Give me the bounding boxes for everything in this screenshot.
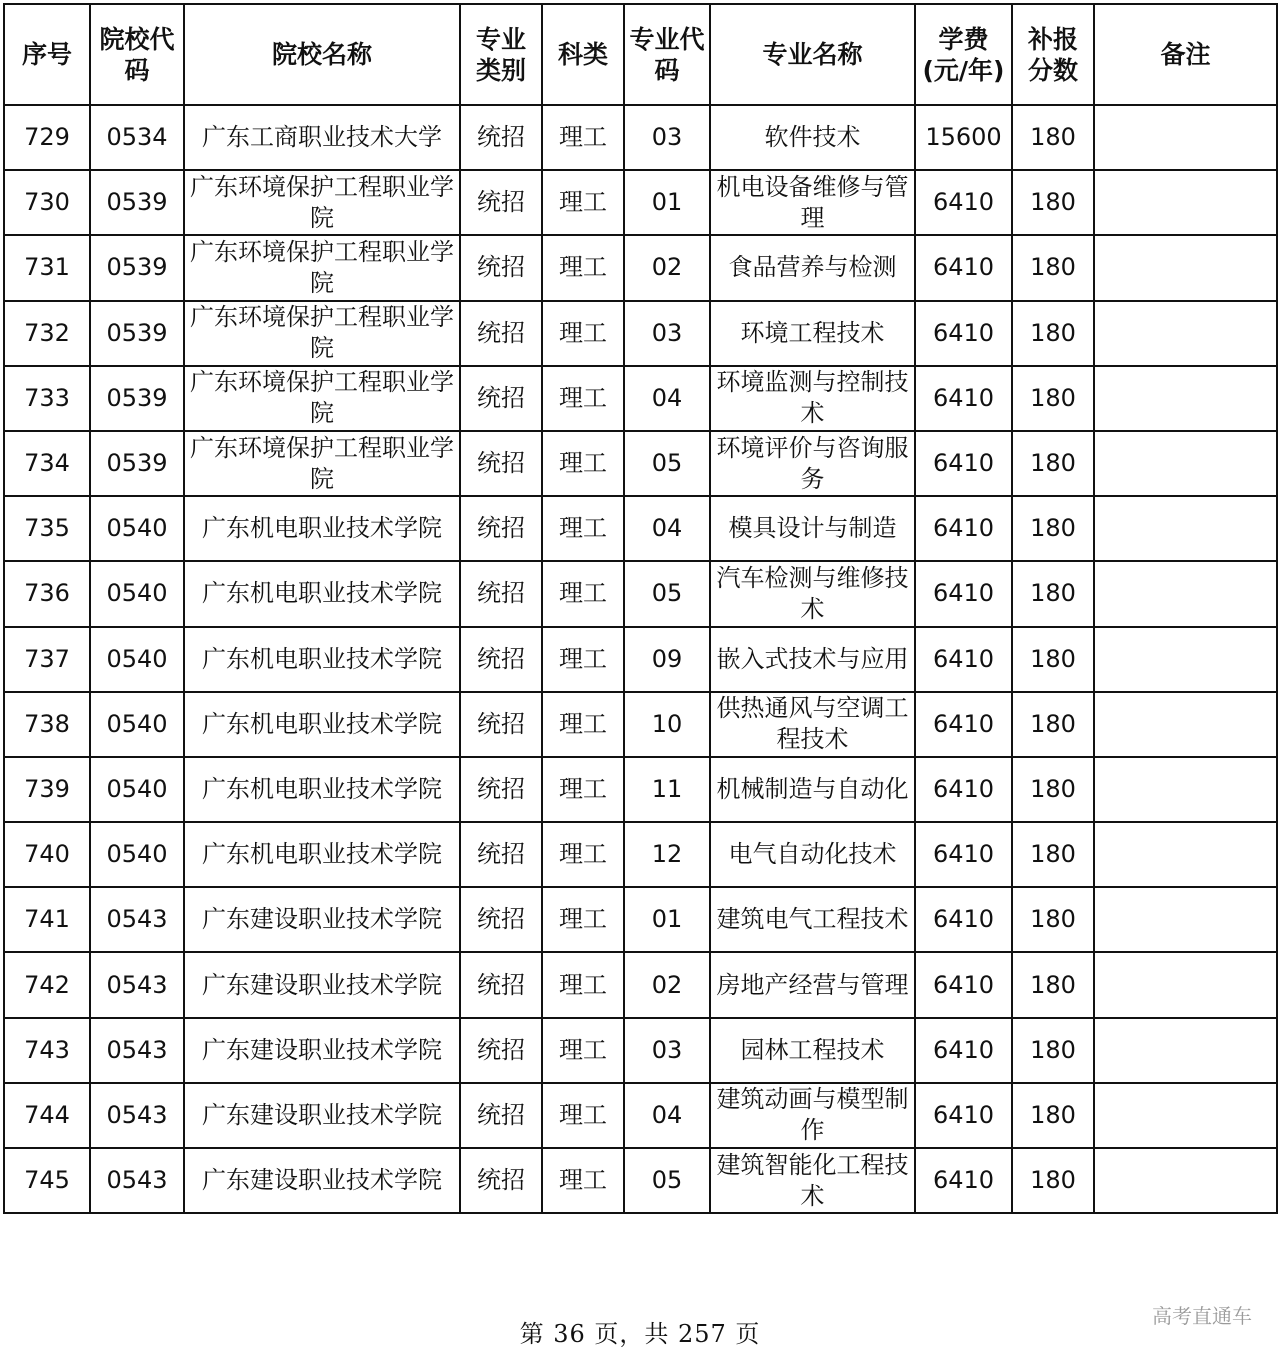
cell-major-code: 09 (624, 627, 710, 692)
cell-seq: 738 (4, 692, 90, 757)
cell-school-name: 广东建设职业技术学院 (184, 887, 460, 952)
cell-remarks (1094, 366, 1277, 431)
cell-school-name: 广东环境保护工程职业学院 (184, 366, 460, 431)
cell-major-category: 统招 (460, 170, 542, 235)
cell-supplement-score: 180 (1012, 952, 1094, 1017)
cell-major-code: 03 (624, 301, 710, 366)
cell-major-category: 统招 (460, 561, 542, 626)
cell-remarks (1094, 692, 1277, 757)
cell-seq: 730 (4, 170, 90, 235)
table-row (4, 1018, 1277, 1083)
cell-school-code: 0540 (90, 692, 184, 757)
cell-subject: 理工 (542, 1018, 624, 1083)
cell-major-name: 软件技术 (710, 105, 915, 170)
page-number: 第 36 页，共 257 页 (519, 1320, 761, 1348)
cell-school-code: 0540 (90, 822, 184, 887)
cell-school-code: 0540 (90, 627, 184, 692)
cell-school-name: 广东建设职业技术学院 (184, 1083, 460, 1148)
table-row (4, 431, 1277, 496)
cell-subject: 理工 (542, 627, 624, 692)
cell-major-category: 统招 (460, 757, 542, 822)
cell-school-name: 广东机电职业技术学院 (184, 692, 460, 757)
cell-tuition: 6410 (915, 431, 1012, 496)
cell-school-name: 广东环境保护工程职业学院 (184, 235, 460, 300)
cell-supplement-score: 180 (1012, 692, 1094, 757)
cell-supplement-score: 180 (1012, 1083, 1094, 1148)
cell-major-code: 04 (624, 366, 710, 431)
cell-subject: 理工 (542, 301, 624, 366)
cell-major-category: 统招 (460, 1148, 542, 1213)
cell-major-name: 食品营养与检测 (710, 235, 915, 300)
table-row (4, 235, 1277, 300)
cell-major-category: 统招 (460, 235, 542, 300)
cell-major-code: 05 (624, 561, 710, 626)
cell-major-code: 11 (624, 757, 710, 822)
cell-major-code: 04 (624, 1083, 710, 1148)
cell-subject: 理工 (542, 887, 624, 952)
cell-supplement-score: 180 (1012, 496, 1094, 561)
cell-school-code: 0540 (90, 561, 184, 626)
cell-major-category: 统招 (460, 366, 542, 431)
cell-supplement-score: 180 (1012, 1148, 1094, 1213)
cell-major-name: 供热通风与空调工程技术 (710, 692, 915, 757)
table-row (4, 952, 1277, 1017)
table-row (4, 1148, 1277, 1213)
table-row (4, 627, 1277, 692)
cell-school-name: 广东机电职业技术学院 (184, 757, 460, 822)
cell-seq: 744 (4, 1083, 90, 1148)
cell-seq: 735 (4, 496, 90, 561)
cell-subject: 理工 (542, 366, 624, 431)
cell-supplement-score: 180 (1012, 105, 1094, 170)
cell-remarks (1094, 887, 1277, 952)
watermark: 高考直通车 (1152, 1304, 1252, 1328)
cell-major-code: 02 (624, 952, 710, 1017)
cell-school-name: 广东机电职业技术学院 (184, 627, 460, 692)
cell-subject: 理工 (542, 235, 624, 300)
cell-supplement-score: 180 (1012, 757, 1094, 822)
cell-tuition: 6410 (915, 887, 1012, 952)
cell-major-category: 统招 (460, 105, 542, 170)
cell-subject: 理工 (542, 496, 624, 561)
cell-remarks (1094, 627, 1277, 692)
cell-tuition: 15600 (915, 105, 1012, 170)
cell-major-code: 05 (624, 1148, 710, 1213)
cell-major-code: 03 (624, 105, 710, 170)
cell-school-code: 0539 (90, 366, 184, 431)
cell-subject: 理工 (542, 1083, 624, 1148)
cell-major-name: 环境监测与控制技术 (710, 366, 915, 431)
cell-school-name: 广东建设职业技术学院 (184, 1018, 460, 1083)
cell-major-name: 模具设计与制造 (710, 496, 915, 561)
cell-supplement-score: 180 (1012, 1018, 1094, 1083)
cell-subject: 理工 (542, 170, 624, 235)
cell-school-name: 广东环境保护工程职业学院 (184, 170, 460, 235)
cell-tuition: 6410 (915, 822, 1012, 887)
cell-tuition: 6410 (915, 757, 1012, 822)
cell-school-code: 0534 (90, 105, 184, 170)
table-row (4, 170, 1277, 235)
cell-supplement-score: 180 (1012, 822, 1094, 887)
cell-major-code: 04 (624, 496, 710, 561)
cell-tuition: 6410 (915, 1083, 1012, 1148)
cell-subject: 理工 (542, 822, 624, 887)
cell-seq: 741 (4, 887, 90, 952)
cell-school-name: 广东机电职业技术学院 (184, 561, 460, 626)
cell-seq: 745 (4, 1148, 90, 1213)
cell-remarks (1094, 561, 1277, 626)
header-tuition: 学费(元/年) (915, 4, 1012, 105)
cell-major-code: 12 (624, 822, 710, 887)
cell-subject: 理工 (542, 692, 624, 757)
cell-school-name: 广东工商职业技术大学 (184, 105, 460, 170)
cell-supplement-score: 180 (1012, 561, 1094, 626)
cell-seq: 743 (4, 1018, 90, 1083)
header-school-code: 院校代码 (90, 4, 184, 105)
cell-major-category: 统招 (460, 692, 542, 757)
cell-supplement-score: 180 (1012, 366, 1094, 431)
cell-major-name: 机电设备维修与管理 (710, 170, 915, 235)
cell-school-name: 广东建设职业技术学院 (184, 1148, 460, 1213)
cell-school-name: 广东机电职业技术学院 (184, 496, 460, 561)
cell-seq: 729 (4, 105, 90, 170)
cell-major-name: 园林工程技术 (710, 1018, 915, 1083)
cell-remarks (1094, 822, 1277, 887)
header-remarks: 备注 (1094, 4, 1277, 105)
cell-major-code: 02 (624, 235, 710, 300)
cell-supplement-score: 180 (1012, 431, 1094, 496)
cell-tuition: 6410 (915, 301, 1012, 366)
cell-school-code: 0539 (90, 301, 184, 366)
cell-major-category: 统招 (460, 301, 542, 366)
header-seq: 序号 (4, 4, 90, 105)
cell-subject: 理工 (542, 561, 624, 626)
cell-school-name: 广东环境保护工程职业学院 (184, 431, 460, 496)
cell-major-category: 统招 (460, 1083, 542, 1148)
cell-remarks (1094, 105, 1277, 170)
cell-supplement-score: 180 (1012, 887, 1094, 952)
cell-major-name: 汽车检测与维修技术 (710, 561, 915, 626)
cell-subject: 理工 (542, 431, 624, 496)
cell-remarks (1094, 301, 1277, 366)
cell-seq: 731 (4, 235, 90, 300)
cell-seq: 739 (4, 757, 90, 822)
header-major-code: 专业代码 (624, 4, 710, 105)
cell-supplement-score: 180 (1012, 170, 1094, 235)
cell-remarks (1094, 1083, 1277, 1148)
cell-school-name: 广东建设职业技术学院 (184, 952, 460, 1017)
cell-school-code: 0540 (90, 496, 184, 561)
cell-tuition: 6410 (915, 1148, 1012, 1213)
cell-seq: 737 (4, 627, 90, 692)
cell-subject: 理工 (542, 1148, 624, 1213)
header-school-name: 院校名称 (184, 4, 460, 105)
cell-tuition: 6410 (915, 496, 1012, 561)
cell-remarks (1094, 1148, 1277, 1213)
cell-seq: 740 (4, 822, 90, 887)
cell-major-name: 电气自动化技术 (710, 822, 915, 887)
cell-major-code: 01 (624, 170, 710, 235)
cell-supplement-score: 180 (1012, 301, 1094, 366)
table-row (4, 1083, 1277, 1148)
cell-tuition: 6410 (915, 561, 1012, 626)
cell-subject: 理工 (542, 952, 624, 1017)
cell-tuition: 6410 (915, 170, 1012, 235)
header-major-name: 专业名称 (710, 4, 915, 105)
cell-tuition: 6410 (915, 692, 1012, 757)
cell-supplement-score: 180 (1012, 627, 1094, 692)
cell-remarks (1094, 952, 1277, 1017)
header-supplement-score: 补报分数 (1012, 4, 1094, 105)
table-row (4, 301, 1277, 366)
cell-major-code: 05 (624, 431, 710, 496)
cell-major-code: 03 (624, 1018, 710, 1083)
header-subject: 科类 (542, 4, 624, 105)
cell-major-name: 建筑动画与模型制作 (710, 1083, 915, 1148)
cell-remarks (1094, 170, 1277, 235)
cell-major-name: 嵌入式技术与应用 (710, 627, 915, 692)
cell-major-name: 机械制造与自动化 (710, 757, 915, 822)
admission-table (3, 3, 1278, 1214)
cell-school-name: 广东机电职业技术学院 (184, 822, 460, 887)
cell-tuition: 6410 (915, 235, 1012, 300)
cell-major-name: 建筑智能化工程技术 (710, 1148, 915, 1213)
cell-major-name: 房地产经营与管理 (710, 952, 915, 1017)
table-row (4, 757, 1277, 822)
table-row (4, 105, 1277, 170)
cell-major-name: 环境评价与咨询服务 (710, 431, 915, 496)
cell-tuition: 6410 (915, 1018, 1012, 1083)
cell-remarks (1094, 1018, 1277, 1083)
cell-remarks (1094, 496, 1277, 561)
cell-subject: 理工 (542, 757, 624, 822)
cell-tuition: 6410 (915, 366, 1012, 431)
table-row (4, 822, 1277, 887)
cell-school-code: 0543 (90, 1148, 184, 1213)
cell-major-code: 01 (624, 887, 710, 952)
table-row (4, 692, 1277, 757)
cell-major-category: 统招 (460, 822, 542, 887)
cell-remarks (1094, 757, 1277, 822)
cell-major-category: 统招 (460, 496, 542, 561)
cell-major-category: 统招 (460, 627, 542, 692)
cell-major-category: 统招 (460, 431, 542, 496)
cell-subject: 理工 (542, 105, 624, 170)
cell-school-code: 0540 (90, 757, 184, 822)
cell-school-code: 0543 (90, 887, 184, 952)
cell-seq: 742 (4, 952, 90, 1017)
cell-remarks (1094, 431, 1277, 496)
table-row (4, 366, 1277, 431)
table-row (4, 496, 1277, 561)
cell-tuition: 6410 (915, 952, 1012, 1017)
header-row (4, 4, 1277, 105)
cell-major-name: 环境工程技术 (710, 301, 915, 366)
cell-school-code: 0543 (90, 1083, 184, 1148)
table-row (4, 561, 1277, 626)
cell-major-category: 统招 (460, 887, 542, 952)
cell-school-code: 0539 (90, 235, 184, 300)
cell-supplement-score: 180 (1012, 235, 1094, 300)
table-row (4, 887, 1277, 952)
cell-major-category: 统招 (460, 1018, 542, 1083)
cell-major-category: 统招 (460, 952, 542, 1017)
header-major-category: 专业类别 (460, 4, 542, 105)
cell-school-code: 0539 (90, 431, 184, 496)
cell-school-code: 0539 (90, 170, 184, 235)
cell-seq: 733 (4, 366, 90, 431)
cell-tuition: 6410 (915, 627, 1012, 692)
table-body (4, 105, 1277, 1213)
cell-major-code: 10 (624, 692, 710, 757)
cell-school-code: 0543 (90, 952, 184, 1017)
cell-major-name: 建筑电气工程技术 (710, 887, 915, 952)
cell-school-name: 广东环境保护工程职业学院 (184, 301, 460, 366)
cell-seq: 736 (4, 561, 90, 626)
cell-school-code: 0543 (90, 1018, 184, 1083)
cell-seq: 734 (4, 431, 90, 496)
cell-seq: 732 (4, 301, 90, 366)
cell-remarks (1094, 235, 1277, 300)
